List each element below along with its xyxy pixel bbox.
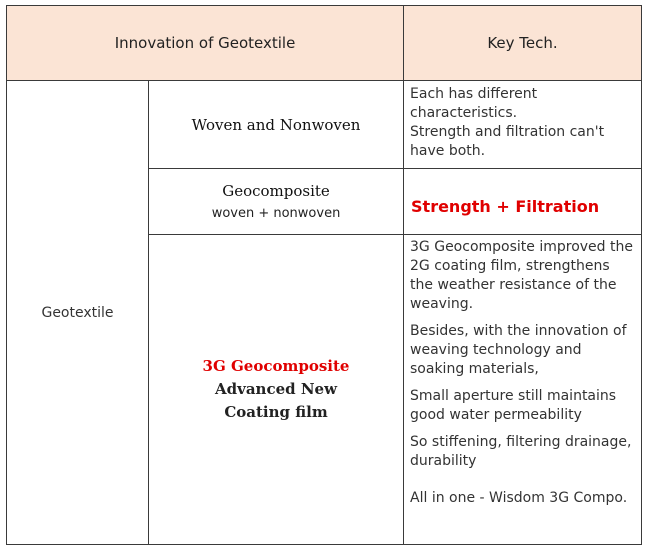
tech-text: So stiffening, filtering drainage, durability	[410, 434, 632, 469]
row-tech-cell	[404, 235, 642, 545]
row-name-cell	[149, 235, 404, 545]
row-name-advanced-new: Advanced New	[214, 380, 338, 398]
tech-text: Each has different characteristics.	[410, 86, 538, 121]
row-sub-woven-nonwoven: woven + nonwoven	[211, 206, 341, 221]
row-name-3g-geocomposite: 3G Geocomposite	[202, 357, 350, 375]
header-key-tech: Key Tech.	[404, 6, 642, 81]
geotextile-innovation-table	[6, 5, 642, 545]
row-name-woven-nonwoven: Woven and Nonwoven	[191, 116, 361, 134]
row-name-geocomposite: Geocomposite	[222, 182, 330, 200]
tech-text: 3G Geocomposite improved the 2G coating film, strengthens the weather resistance of the weaving.	[410, 239, 633, 312]
row-name-cell	[149, 169, 404, 235]
tech-text: All in one - Wisdom 3G Compo.	[410, 490, 628, 506]
table-row	[7, 81, 642, 169]
header-row	[7, 6, 642, 81]
category-geotextile: Geotextile	[7, 81, 149, 545]
row-name-coating-film: Coating film	[224, 403, 328, 421]
row-name-cell	[149, 81, 404, 169]
tech-text: Small aperture still maintains good water permeability	[410, 388, 617, 423]
tech-text: Besides, with the innovation of weaving technology and soaking materials,	[410, 323, 627, 377]
tech-text: Strength and filtration can't have both.	[410, 124, 605, 159]
header-innovation: Innovation of Geotextile	[7, 6, 404, 81]
row-tech-cell	[404, 81, 642, 169]
tech-highlight: Strength + Filtration	[404, 169, 642, 235]
